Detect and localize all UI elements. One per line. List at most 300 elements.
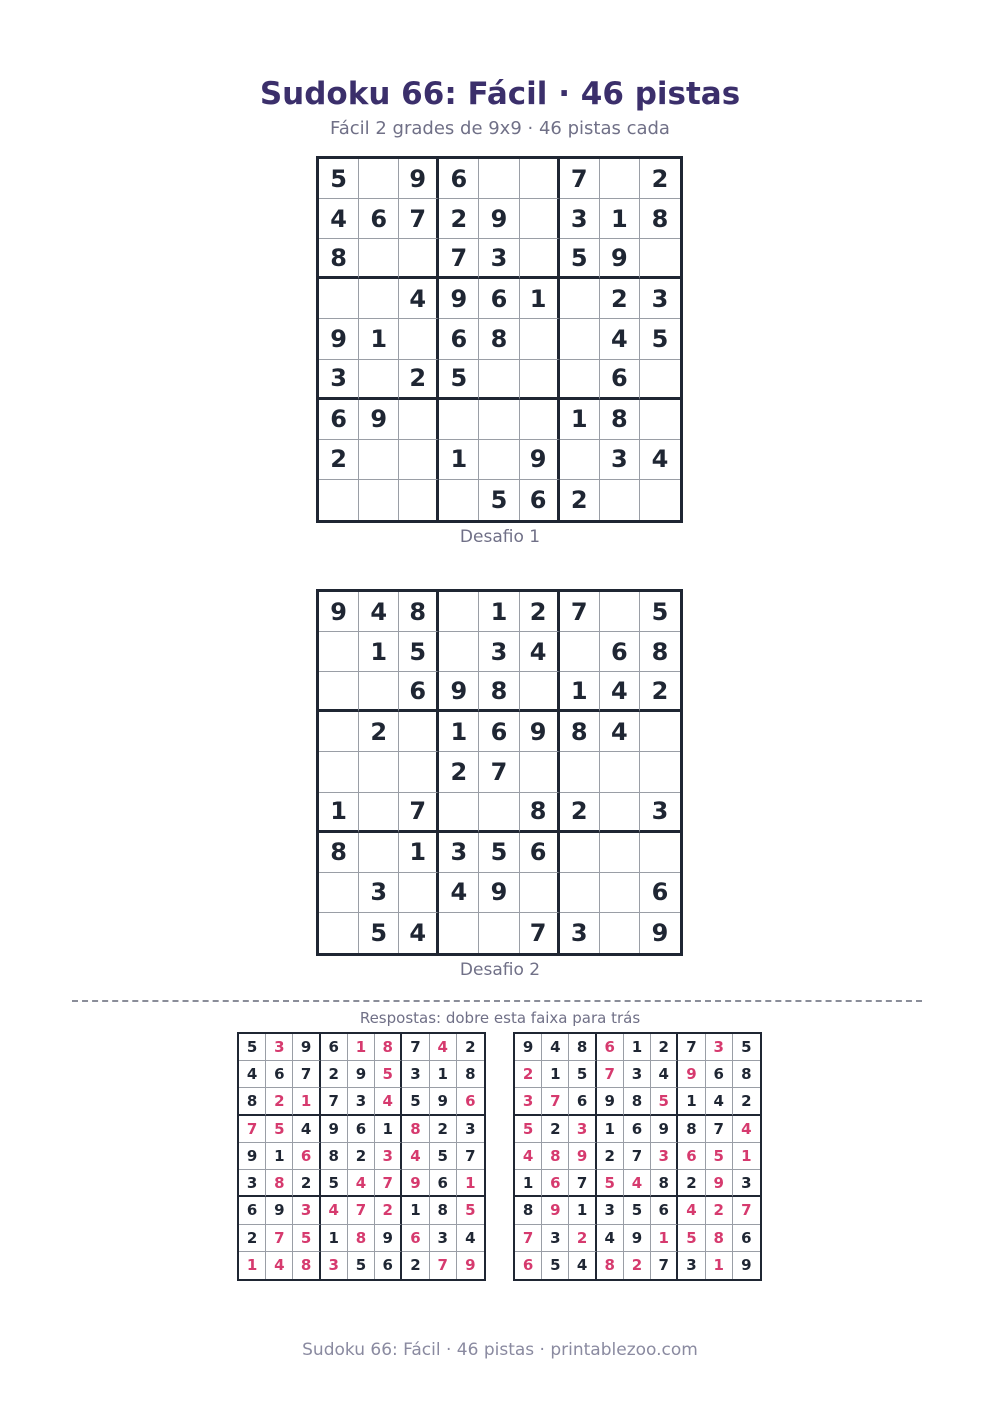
puzzle-2-cell-r7c8 [600,833,640,873]
solution-2-cell-r3c4: 9 [597,1088,624,1115]
solution-1-cell-r8c2: 7 [266,1225,293,1252]
solution-1-cell-r6c6: 7 [375,1170,402,1197]
puzzle-2-cell-r2c7 [560,632,600,672]
solution-2-cell-r5c7: 6 [678,1143,705,1170]
puzzle-2-cell-r1c6: 2 [520,592,560,632]
puzzle-2-cell-r6c9: 3 [640,793,680,833]
puzzle-1-cell-r9c1 [319,480,359,520]
solution-2-cell-r7c7: 4 [678,1197,705,1224]
puzzle-2-cell-r9c6: 7 [520,913,560,953]
puzzle-1-cell-r8c5 [479,440,519,480]
puzzle-2-cell-r6c4 [439,793,479,833]
puzzle-1-cell-r8c7 [560,440,600,480]
solution-1-cell-r6c7: 9 [402,1170,429,1197]
puzzle-1-cell-r3c8: 9 [600,239,640,279]
solution-2-cell-r2c1: 2 [515,1061,542,1088]
puzzle-2-cell-r1c3: 8 [399,592,439,632]
puzzle-1-cell-r5c4: 6 [439,319,479,359]
puzzle-2-cell-r3c7: 1 [560,672,600,712]
puzzle-1-cell-r7c3 [399,400,439,440]
puzzle-2-cell-r7c3: 1 [399,833,439,873]
solution-1-cell-r2c7: 3 [402,1061,429,1088]
puzzle-1-caption: Desafio 1 [459,527,541,547]
solution-2-cell-r3c8: 4 [706,1088,733,1115]
solution-1-cell-r2c3: 7 [293,1061,320,1088]
solution-1-cell-r3c3: 1 [293,1088,320,1115]
solution-2-cell-r4c8: 7 [706,1116,733,1143]
solution-1-cell-r6c8: 6 [430,1170,457,1197]
solution-grid-2 [513,1032,762,1281]
puzzle-1-cell-r1c6 [520,159,560,199]
puzzle-2-cell-r5c1 [319,752,359,792]
puzzle-2-cell-r5c6 [520,752,560,792]
puzzle-1-cell-r4c9: 3 [640,279,680,319]
solution-2-cell-r7c2: 9 [542,1197,569,1224]
solution-1-cell-r4c9: 3 [457,1116,484,1143]
puzzle-2-cell-r5c8 [600,752,640,792]
solution-2-cell-r5c6: 3 [651,1143,678,1170]
solution-2-cell-r1c2: 4 [542,1034,569,1061]
solution-2-cell-r8c3: 2 [569,1225,596,1252]
puzzle-1-cell-r5c2: 1 [359,319,399,359]
solution-2-cell-r1c4: 6 [597,1034,624,1061]
puzzle-2-cell-r6c8 [600,793,640,833]
puzzle-2-cell-r5c5: 7 [479,752,519,792]
solution-2-cell-r3c3: 6 [569,1088,596,1115]
solution-2-cell-r1c7: 7 [678,1034,705,1061]
solution-1-cell-r3c9: 6 [457,1088,484,1115]
solution-2-cell-r9c1: 6 [515,1252,542,1279]
puzzle-1-cell-r7c9 [640,400,680,440]
puzzle-2-cell-r2c8: 6 [600,632,640,672]
solution-1-cell-r3c7: 5 [402,1088,429,1115]
puzzle-2-cell-r8c1 [319,873,359,913]
puzzle-1-cell-r4c6: 1 [520,279,560,319]
puzzle-1-cell-r8c4: 1 [439,440,479,480]
puzzle-2-cell-r3c4: 9 [439,672,479,712]
solution-2-cell-r9c4: 8 [597,1252,624,1279]
solution-2-cell-r1c5: 1 [624,1034,651,1061]
puzzle-1-cell-r8c8: 3 [600,440,640,480]
puzzle-1-cell-r7c6 [520,400,560,440]
solution-1-cell-r1c4: 6 [321,1034,348,1061]
solution-1-cell-r3c1: 8 [239,1088,266,1115]
puzzle-1-cell-r1c3: 9 [399,159,439,199]
solution-2-cell-r2c4: 7 [597,1061,624,1088]
puzzle-2-cell-r9c3: 4 [399,913,439,953]
solution-2-cell-r9c7: 3 [678,1252,705,1279]
puzzle-2-cell-r6c1: 1 [319,793,359,833]
solution-2-cell-r2c5: 3 [624,1061,651,1088]
puzzle-1-cell-r5c5: 8 [479,319,519,359]
puzzle-1-cell-r2c9: 8 [640,199,680,239]
puzzle-2-cell-r5c2 [359,752,399,792]
puzzle-2-cell-r2c5: 3 [479,632,519,672]
sudoku-puzzle-1 [316,156,683,523]
solution-1-cell-r2c8: 1 [430,1061,457,1088]
puzzle-2-cell-r5c4: 2 [439,752,479,792]
puzzle-2-cell-r8c9: 6 [640,873,680,913]
puzzle-2-cell-r4c5: 6 [479,712,519,752]
solution-1-cell-r1c3: 9 [293,1034,320,1061]
puzzle-2-cell-r7c2 [359,833,399,873]
puzzle-1-cell-r5c1: 9 [319,319,359,359]
puzzle-1-cell-r3c6 [520,239,560,279]
answers-label: Respostas: dobre esta faixa para trás [359,1009,641,1027]
solution-1-cell-r4c1: 7 [239,1116,266,1143]
solution-2-cell-r6c9: 3 [733,1170,760,1197]
puzzle-1-cell-r6c4: 5 [439,360,479,400]
puzzle-2-cell-r7c9 [640,833,680,873]
puzzle-2-cell-r1c4 [439,592,479,632]
solution-1-cell-r8c3: 5 [293,1225,320,1252]
puzzle-1-cell-r4c1 [319,279,359,319]
puzzle-2-cell-r3c6 [520,672,560,712]
puzzle-1-cell-r4c3: 4 [399,279,439,319]
solution-2-cell-r7c5: 5 [624,1197,651,1224]
puzzle-2-cell-r3c3: 6 [399,672,439,712]
solution-2-cell-r6c1: 1 [515,1170,542,1197]
solution-2-cell-r8c7: 5 [678,1225,705,1252]
puzzle-2-cell-r6c2 [359,793,399,833]
solution-2-cell-r3c7: 1 [678,1088,705,1115]
puzzle-2-cell-r3c1 [319,672,359,712]
solution-1-cell-r6c9: 1 [457,1170,484,1197]
puzzle-1-cell-r9c5: 5 [479,480,519,520]
solution-1-cell-r1c1: 5 [239,1034,266,1061]
solution-1-cell-r5c5: 2 [348,1143,375,1170]
puzzle-2-cell-r3c8: 4 [600,672,640,712]
solution-2-cell-r9c8: 1 [706,1252,733,1279]
solution-1-cell-r5c9: 7 [457,1143,484,1170]
solution-2-cell-r2c9: 8 [733,1061,760,1088]
solution-1-cell-r4c3: 4 [293,1116,320,1143]
solution-2-cell-r3c9: 2 [733,1088,760,1115]
puzzle-1-cell-r5c3 [399,319,439,359]
solution-1-cell-r2c4: 2 [321,1061,348,1088]
puzzle-2-cell-r7c6: 6 [520,833,560,873]
solution-2-cell-r5c1: 4 [515,1143,542,1170]
solution-2-cell-r7c3: 1 [569,1197,596,1224]
solution-1-cell-r1c2: 3 [266,1034,293,1061]
puzzle-1-cell-r6c9 [640,360,680,400]
solution-2-cell-r9c3: 4 [569,1252,596,1279]
solution-1-cell-r8c8: 3 [430,1225,457,1252]
solution-1-cell-r5c4: 8 [321,1143,348,1170]
solution-2-cell-r9c2: 5 [542,1252,569,1279]
puzzle-1-cell-r9c2 [359,480,399,520]
solution-1-cell-r3c8: 9 [430,1088,457,1115]
solution-1-cell-r5c6: 3 [375,1143,402,1170]
puzzle-1-cell-r2c1: 4 [319,199,359,239]
puzzle-1-cell-r3c4: 7 [439,239,479,279]
solution-1-cell-r2c9: 8 [457,1061,484,1088]
puzzle-2-cell-r6c6: 8 [520,793,560,833]
solution-2-cell-r2c3: 5 [569,1061,596,1088]
solution-2-cell-r4c4: 1 [597,1116,624,1143]
solution-2-cell-r8c1: 7 [515,1225,542,1252]
puzzle-1-cell-r7c4 [439,400,479,440]
solution-1-cell-r3c5: 3 [348,1088,375,1115]
solution-2-cell-r7c8: 2 [706,1197,733,1224]
puzzle-1-cell-r7c8: 8 [600,400,640,440]
solution-1-cell-r2c5: 9 [348,1061,375,1088]
solution-1-cell-r6c1: 3 [239,1170,266,1197]
solution-1-cell-r9c4: 3 [321,1252,348,1279]
puzzle-2-cell-r6c5 [479,793,519,833]
solution-2-cell-r7c6: 6 [651,1197,678,1224]
solution-2-cell-r7c1: 8 [515,1197,542,1224]
puzzle-2-cell-r2c2: 1 [359,632,399,672]
solution-2-cell-r3c1: 3 [515,1088,542,1115]
puzzle-1-cell-r3c1: 8 [319,239,359,279]
solution-2-cell-r2c6: 4 [651,1061,678,1088]
solution-2-cell-r7c9: 7 [733,1197,760,1224]
puzzle-1-cell-r7c7: 1 [560,400,600,440]
puzzle-1-cell-r1c5 [479,159,519,199]
puzzle-1-cell-r7c1: 6 [319,400,359,440]
puzzle-2-cell-r4c3 [399,712,439,752]
solution-1-cell-r7c6: 2 [375,1197,402,1224]
solution-2-cell-r4c7: 8 [678,1116,705,1143]
puzzle-2-cell-r8c8 [600,873,640,913]
puzzle-2-cell-r3c2 [359,672,399,712]
puzzle-1-cell-r9c8 [600,480,640,520]
puzzle-1-cell-r8c3 [399,440,439,480]
solution-1-cell-r6c4: 5 [321,1170,348,1197]
solution-1-cell-r7c8: 8 [430,1197,457,1224]
solution-2-cell-r1c8: 3 [706,1034,733,1061]
solution-2-cell-r8c2: 3 [542,1225,569,1252]
puzzle-1-cell-r1c8 [600,159,640,199]
puzzle-1-cell-r7c2: 9 [359,400,399,440]
sudoku-puzzle-2 [316,589,683,956]
solution-2-cell-r1c1: 9 [515,1034,542,1061]
puzzle-2-cell-r6c7: 2 [560,793,600,833]
solution-1-cell-r9c3: 8 [293,1252,320,1279]
solution-1-cell-r7c5: 7 [348,1197,375,1224]
puzzle-1-cell-r4c5: 6 [479,279,519,319]
solution-2-cell-r7c4: 3 [597,1197,624,1224]
puzzle-2-cell-r1c7: 7 [560,592,600,632]
puzzle-2-cell-r2c1 [319,632,359,672]
puzzle-1-cell-r4c8: 2 [600,279,640,319]
puzzle-2-cell-r9c2: 5 [359,913,399,953]
solution-2-cell-r9c5: 2 [624,1252,651,1279]
solution-1-cell-r8c5: 8 [348,1225,375,1252]
solution-1-cell-r8c4: 1 [321,1225,348,1252]
puzzle-1-cell-r9c3 [399,480,439,520]
solution-1-cell-r4c6: 1 [375,1116,402,1143]
solution-2-cell-r6c8: 9 [706,1170,733,1197]
puzzle-1-cell-r6c3: 2 [399,360,439,400]
solution-1-cell-r4c2: 5 [266,1116,293,1143]
solution-1-cell-r2c1: 4 [239,1061,266,1088]
puzzle-1-cell-r2c5: 9 [479,199,519,239]
puzzle-1-cell-r8c6: 9 [520,440,560,480]
fold-line [72,1000,922,1002]
puzzle-2-cell-r9c7: 3 [560,913,600,953]
solution-1-cell-r7c7: 1 [402,1197,429,1224]
puzzle-2-cell-r5c7 [560,752,600,792]
puzzle-1-cell-r8c2 [359,440,399,480]
puzzle-1-cell-r2c8: 1 [600,199,640,239]
solution-2-cell-r4c9: 4 [733,1116,760,1143]
puzzle-2-cell-r9c4 [439,913,479,953]
puzzle-2-cell-r4c1 [319,712,359,752]
solution-1-cell-r4c4: 9 [321,1116,348,1143]
puzzle-2-cell-r1c9: 5 [640,592,680,632]
solution-2-cell-r1c9: 5 [733,1034,760,1061]
puzzle-1-cell-r3c3 [399,239,439,279]
solution-1-cell-r5c1: 9 [239,1143,266,1170]
solution-2-cell-r9c9: 9 [741,1256,752,1275]
solution-2-cell-r2c8: 6 [706,1061,733,1088]
puzzle-2-cell-r7c4: 3 [439,833,479,873]
puzzle-1-cell-r6c5 [479,360,519,400]
puzzle-2-cell-r2c4 [439,632,479,672]
puzzle-1-cell-r6c1: 3 [319,360,359,400]
puzzle-2-caption: Desafio 2 [459,960,541,980]
solution-2-cell-r3c6: 5 [651,1088,678,1115]
puzzle-1-cell-r5c9: 5 [640,319,680,359]
solution-1-cell-r7c9: 5 [457,1197,484,1224]
puzzle-2-cell-r8c2: 3 [359,873,399,913]
solution-2-cell-r8c4: 4 [597,1225,624,1252]
solution-2-cell-r8c6: 1 [651,1225,678,1252]
solution-2-cell-r6c3: 7 [569,1170,596,1197]
puzzle-2-cell-r2c6: 4 [520,632,560,672]
solution-2-cell-r1c3: 8 [569,1034,596,1061]
solution-1-cell-r2c6: 5 [375,1061,402,1088]
solution-1-cell-r1c6: 8 [375,1034,402,1061]
puzzle-2-cell-r4c7: 8 [560,712,600,752]
puzzle-2-cell-r8c3 [399,873,439,913]
solution-2-cell-r5c3: 9 [569,1143,596,1170]
puzzle-1-cell-r2c7: 3 [560,199,600,239]
puzzle-1-cell-r4c2 [359,279,399,319]
solution-2-cell-r8c5: 9 [624,1225,651,1252]
solution-1-cell-r3c2: 2 [266,1088,293,1115]
solution-1-cell-r9c6: 6 [375,1252,402,1279]
page-subtitle: Fácil 2 grades de 9x9 · 46 pistas cada [330,118,670,139]
puzzle-2-cell-r8c6 [520,873,560,913]
puzzle-1-cell-r8c9: 4 [640,440,680,480]
puzzle-1-cell-r6c7 [560,360,600,400]
solution-2-cell-r8c8: 8 [706,1225,733,1252]
solution-1-cell-r9c2: 4 [266,1252,293,1279]
solution-2-cell-r4c2: 2 [542,1116,569,1143]
solution-1-cell-r3c6: 4 [375,1088,402,1115]
solution-1-cell-r8c7: 6 [402,1225,429,1252]
solution-1-cell-r1c7: 7 [402,1034,429,1061]
solution-1-cell-r5c3: 6 [293,1143,320,1170]
puzzle-1-cell-r1c2 [359,159,399,199]
puzzle-2-cell-r3c5: 8 [479,672,519,712]
puzzle-1-cell-r8c1: 2 [319,440,359,480]
puzzle-1-cell-r4c4: 9 [439,279,479,319]
solution-2-cell-r6c2: 6 [542,1170,569,1197]
solution-1-cell-r6c3: 2 [293,1170,320,1197]
solution-2-cell-r4c5: 6 [624,1116,651,1143]
puzzle-1-cell-r6c2 [359,360,399,400]
solution-1-cell-r5c7: 4 [402,1143,429,1170]
solution-1-cell-r5c8: 5 [430,1143,457,1170]
puzzle-2-cell-r9c5 [479,913,519,953]
solution-2-cell-r3c5: 8 [624,1088,651,1115]
puzzle-1-cell-r9c4 [439,480,479,520]
puzzle-1-cell-r5c8: 4 [600,319,640,359]
puzzle-1-cell-r2c3: 7 [399,199,439,239]
puzzle-2-cell-r4c4: 1 [439,712,479,752]
puzzle-2-cell-r1c1: 9 [319,592,359,632]
solution-1-cell-r7c1: 6 [239,1197,266,1224]
puzzle-1-cell-r9c6: 6 [520,480,560,520]
solution-1-cell-r4c5: 6 [348,1116,375,1143]
puzzle-2-cell-r6c3: 7 [399,793,439,833]
solution-1-cell-r8c6: 9 [375,1225,402,1252]
puzzle-2-cell-r4c2: 2 [359,712,399,752]
puzzle-2-cell-r9c8 [600,913,640,953]
puzzle-2-cell-r7c7 [560,833,600,873]
page-title: Sudoku 66: Fácil · 46 pistas [259,76,741,112]
puzzle-2-cell-r1c2: 4 [359,592,399,632]
solution-1-cell-r5c2: 1 [266,1143,293,1170]
puzzle-1-cell-r3c5: 3 [479,239,519,279]
solution-grid-1 [237,1032,486,1281]
solution-1-cell-r8c9: 4 [457,1225,484,1252]
puzzle-1-cell-r5c6 [520,319,560,359]
solution-1-cell-r9c1: 1 [239,1252,266,1279]
puzzle-1-cell-r3c2 [359,239,399,279]
puzzle-1-cell-r1c1: 5 [319,159,359,199]
solution-1-cell-r9c5: 5 [348,1252,375,1279]
puzzle-1-cell-r9c9 [640,480,680,520]
solution-2-cell-r8c9: 6 [733,1225,760,1252]
puzzle-2-cell-r4c9 [640,712,680,752]
puzzle-2-cell-r7c1: 8 [319,833,359,873]
solution-1-cell-r2c2: 6 [266,1061,293,1088]
solution-1-cell-r4c7: 8 [402,1116,429,1143]
puzzle-1-cell-r2c4: 2 [439,199,479,239]
solution-2-cell-r3c2: 7 [542,1088,569,1115]
puzzle-2-cell-r7c5: 5 [479,833,519,873]
puzzle-1-cell-r5c7 [560,319,600,359]
puzzle-1-cell-r6c8: 6 [600,360,640,400]
puzzle-1-cell-r3c7: 5 [560,239,600,279]
solution-2-cell-r6c6: 8 [651,1170,678,1197]
page-footer: Sudoku 66: Fácil · 46 pistas · printablezoo.com [302,1340,698,1360]
solution-2-cell-r5c8: 5 [706,1143,733,1170]
solution-1-cell-r7c4: 4 [321,1197,348,1224]
solution-2-cell-r5c2: 8 [542,1143,569,1170]
solution-1-cell-r1c8: 4 [430,1034,457,1061]
solution-1-cell-r6c2: 8 [266,1170,293,1197]
puzzle-1-cell-r6c6 [520,360,560,400]
puzzle-2-cell-r4c6: 9 [520,712,560,752]
solution-2-cell-r4c1: 5 [515,1116,542,1143]
solution-2-cell-r2c7: 9 [678,1061,705,1088]
solution-1-cell-r9c8: 7 [430,1252,457,1279]
solution-2-cell-r5c4: 2 [597,1143,624,1170]
puzzle-1-cell-r9c7: 2 [560,480,600,520]
puzzle-1-cell-r4c7 [560,279,600,319]
solution-1-cell-r6c5: 4 [348,1170,375,1197]
solution-1-cell-r9c9: 9 [465,1256,476,1275]
puzzle-2-cell-r9c9: 9 [651,918,669,947]
puzzle-2-cell-r8c7 [560,873,600,913]
solution-1-cell-r7c2: 9 [266,1197,293,1224]
